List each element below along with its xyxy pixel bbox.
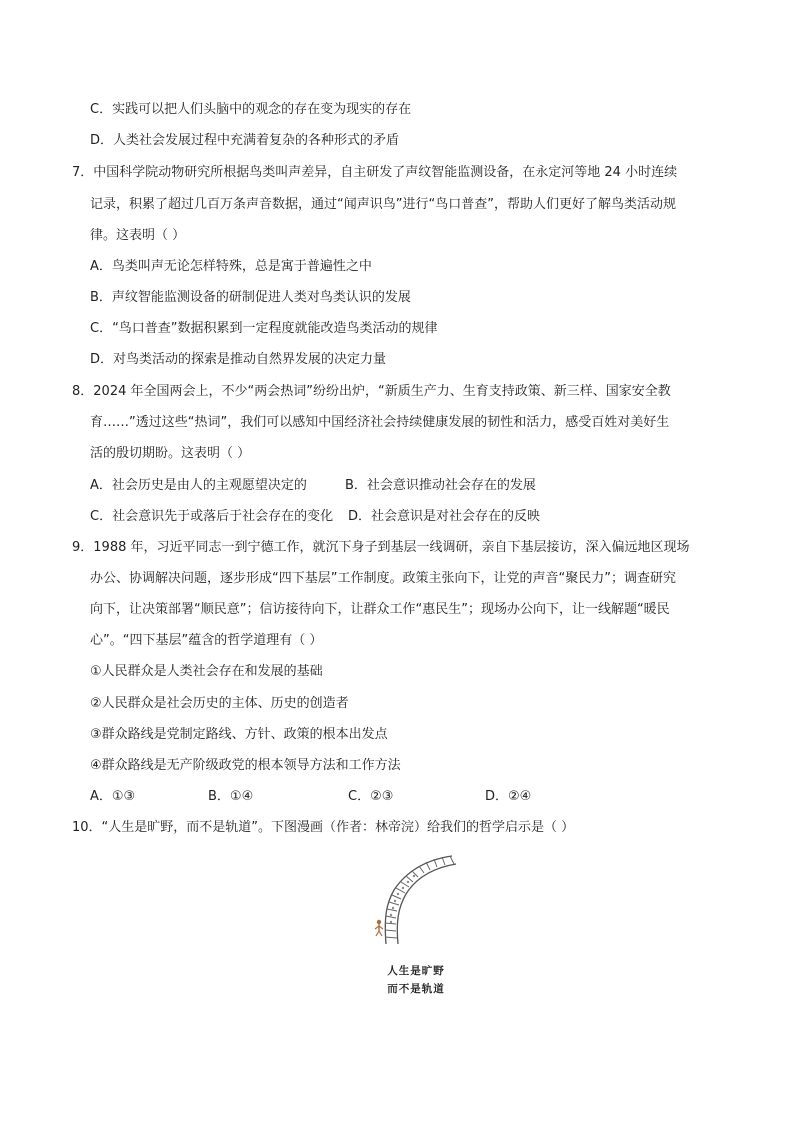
cartoon-caption-line-2: 而不是轨道 <box>387 983 445 995</box>
walking-figure-icon <box>375 920 383 936</box>
q6-option-d: D．人类社会发展过程中充满着复杂的各种形式的矛盾 <box>90 133 400 148</box>
q7-stem-line-1: 7．中国科学院动物研究所根据鸟类叫声差异，自主研发了声纹智能监测设备，在永定河等地 24 小时连续 <box>72 165 678 180</box>
q10-stem-line-1: 10．“人生是旷野，而不是轨道”。下图漫画（作者：林帝浣）给我们的哲学启示是（ ） <box>72 820 575 835</box>
q7-stem-line-2: 记录，积累了超过几百万条声音数据，通过“闻声识鸟”进行“鸟口普查”，帮助人们更好了解鸟类活动规 <box>90 197 676 212</box>
q8-option-b: B．社会意识推动社会存在的发展 <box>345 478 536 493</box>
q9-option-c: C．②③ <box>348 789 394 804</box>
q9-item-2: ②人民群众是社会历史的主体、历史的创造者 <box>90 696 349 711</box>
q8-option-a: A．社会历史是由人的主观愿望决定的 <box>90 478 307 493</box>
q7-option-a: A．鸟类叫声无论怎样特殊，总是寓于普遍性之中 <box>90 259 372 274</box>
q9-stem-line-4: 心”。“四下基层”蕴含的哲学道理有（ ） <box>90 633 323 648</box>
cartoon-caption-line-1: 人生是旷野 <box>387 965 445 977</box>
q9-option-d: D．②④ <box>485 789 532 804</box>
q9-item-4: ④群众路线是无产阶级政党的根本领导方法和工作方法 <box>90 758 401 773</box>
q8-stem-line-2: 育……”透过这些“热词”，我们可以感知中国经济社会持续健康发展的韧性和活力，感受百姓对美好生 <box>90 415 670 430</box>
q9-option-b: B．①④ <box>208 789 254 804</box>
q7-option-d: D．对鸟类活动的探索是推动自然界发展的决定力量 <box>90 352 387 367</box>
q7-option-b: B．声纹智能监测设备的研制促进人类对鸟类认识的发展 <box>90 290 411 305</box>
q9-stem-line-1: 9．1988 年，习近平同志一到宁德工作，就沉下身子到基层一线调研，亲自下基层接访，深入偏远地区现场 <box>72 540 690 555</box>
q9-stem-line-2: 办公、协调解决问题，逐步形成“四下基层”工作制度。政策主张向下，让党的声音“聚民力”；调查研究 <box>90 571 676 586</box>
q6-option-c: C．实践可以把人们头脑中的观念的存在变为现实的存在 <box>90 102 412 117</box>
q9-stem-line-3: 向下，让决策部署“顺民意”；信访接待向下，让群众工作“惠民生”；现场办公向下，让一线解题“暖民 <box>90 602 670 617</box>
q8-stem-line-1: 8．2024 年全国两会上，不少“两会热词”纷纷出炉，“新质生产力、生育支持政策、新三样、国家安全教 <box>72 384 671 399</box>
q9-item-1: ①人民群众是人类社会存在和发展的基础 <box>90 664 323 679</box>
q7-stem-line-3: 律。这表明（ ） <box>90 228 186 243</box>
q9-item-3: ③群众路线是党制定路线、方针、政策的根本出发点 <box>90 727 388 742</box>
q8-option-c: C．社会意识先于或落后于社会存在的变化 <box>90 509 334 524</box>
cartoon-railway-illustration <box>366 852 460 947</box>
q7-option-c: C．“鸟口普查”数据积累到一定程度就能改造鸟类活动的规律 <box>90 321 438 336</box>
q8-stem-line-3: 活的殷切期盼。这表明（ ） <box>90 446 251 461</box>
q9-option-a: A．①③ <box>90 789 136 804</box>
q8-option-d: D．社会意识是对社会存在的反映 <box>348 509 541 524</box>
